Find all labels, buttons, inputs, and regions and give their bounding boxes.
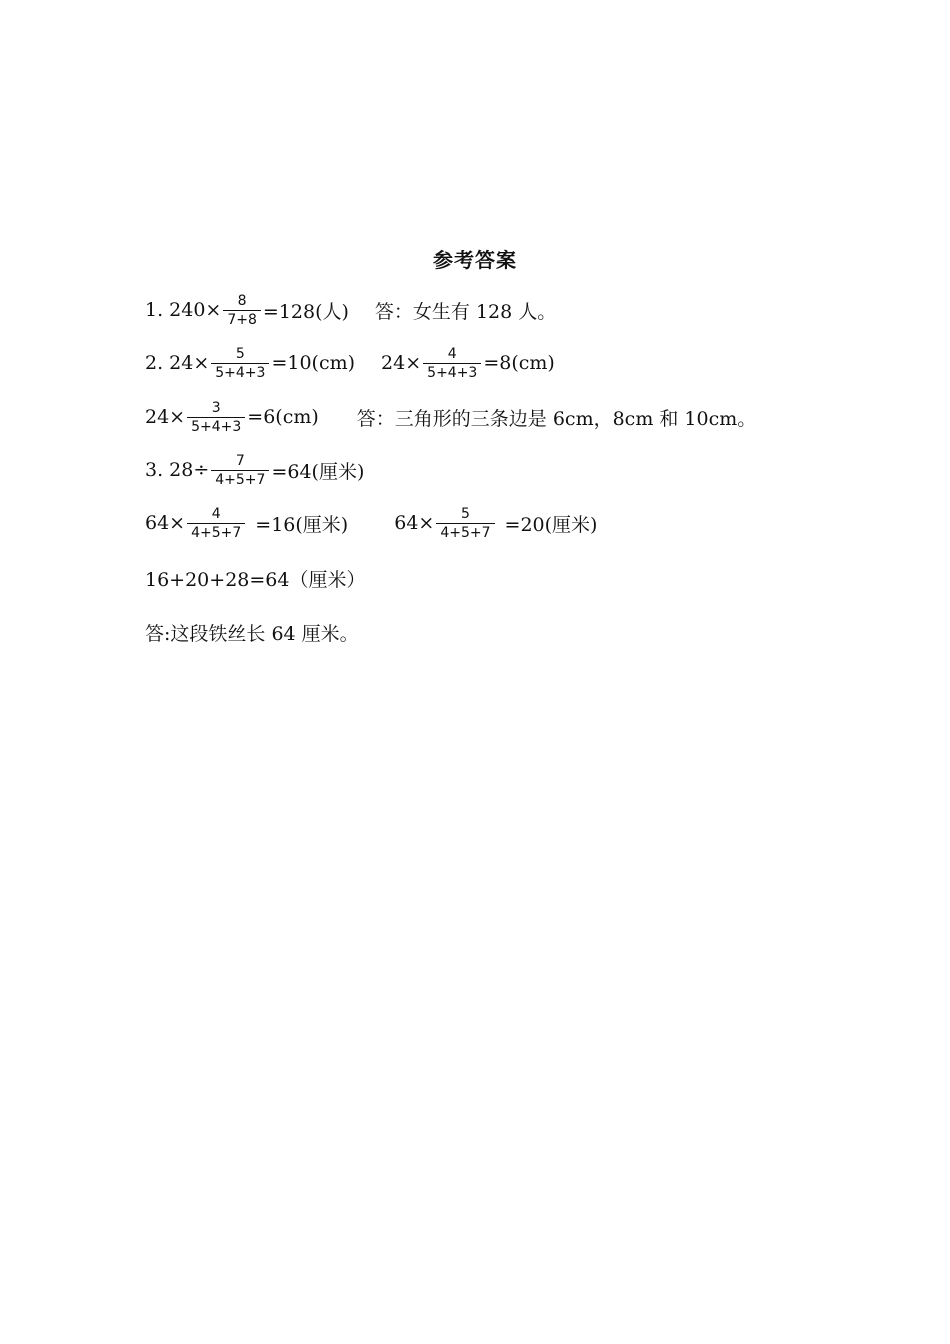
q3-c-denominator: 4+5+7	[436, 523, 494, 540]
q2-b-denominator: 5+4+3	[423, 363, 481, 380]
q3-a-numerator: 7	[235, 452, 245, 469]
q3-c-result: =20(厘米)	[504, 513, 598, 536]
q2-a-numerator: 5	[235, 345, 245, 362]
q2-b-numerator: 4	[447, 345, 457, 362]
q3-c-prefix: 64×	[394, 512, 435, 534]
q3-b-fraction	[187, 507, 245, 540]
q1-prefix: 1. 240×	[145, 299, 222, 321]
q2-b-fraction	[423, 347, 481, 380]
q1-result: =128(人)	[262, 300, 349, 323]
q3-a-denominator: 4+5+7	[211, 470, 269, 487]
page-title: 参考答案	[433, 248, 517, 272]
q1-answer: 答：女生有 128 人。	[374, 300, 557, 323]
q2-a-denominator: 5+4+3	[211, 363, 269, 380]
answer-line-3a	[145, 450, 364, 490]
q3-answer: 答:这段铁丝长 64 厘米。	[145, 622, 359, 645]
q2-answer: 答：三角形的三条边是 6cm，8cm 和 10cm。	[356, 407, 757, 430]
answer-line-3b	[145, 503, 597, 543]
q2-a-prefix: 2. 24×	[145, 352, 210, 374]
q1-fraction	[223, 294, 261, 327]
q2-c-result: =6(cm)	[247, 406, 319, 428]
q1-denominator: 7+8	[223, 310, 261, 327]
q3-sum: 16+20+28=64（厘米）	[145, 568, 366, 591]
q3-b-denominator: 4+5+7	[187, 523, 245, 540]
q2-c-numerator: 3	[211, 399, 221, 416]
q2-b-result: =8(cm)	[483, 352, 555, 374]
q2-c-denominator: 5+4+3	[187, 417, 245, 434]
q2-c-fraction	[187, 401, 245, 434]
answer-line-2b	[145, 397, 756, 437]
answer-line-2a	[145, 343, 555, 383]
q3-c-numerator: 5	[460, 505, 470, 522]
q3-b-numerator: 4	[211, 505, 221, 522]
q3-a-prefix: 3. 28÷	[145, 459, 210, 481]
q1-numerator: 8	[237, 292, 247, 309]
q3-a-result: =64(厘米)	[271, 460, 365, 483]
answer-line-1	[145, 290, 556, 330]
q3-b-prefix: 64×	[145, 512, 186, 534]
answer-line-3d	[145, 612, 359, 652]
q2-a-fraction	[211, 347, 269, 380]
q2-a-result: =10(cm)	[271, 352, 356, 374]
answer-line-3c	[145, 558, 365, 598]
q2-b-prefix: 24×	[381, 352, 422, 374]
q2-c-prefix: 24×	[145, 406, 186, 428]
q3-c-fraction	[436, 507, 494, 540]
q3-a-fraction	[211, 454, 269, 487]
q3-b-result: =16(厘米)	[255, 513, 349, 536]
